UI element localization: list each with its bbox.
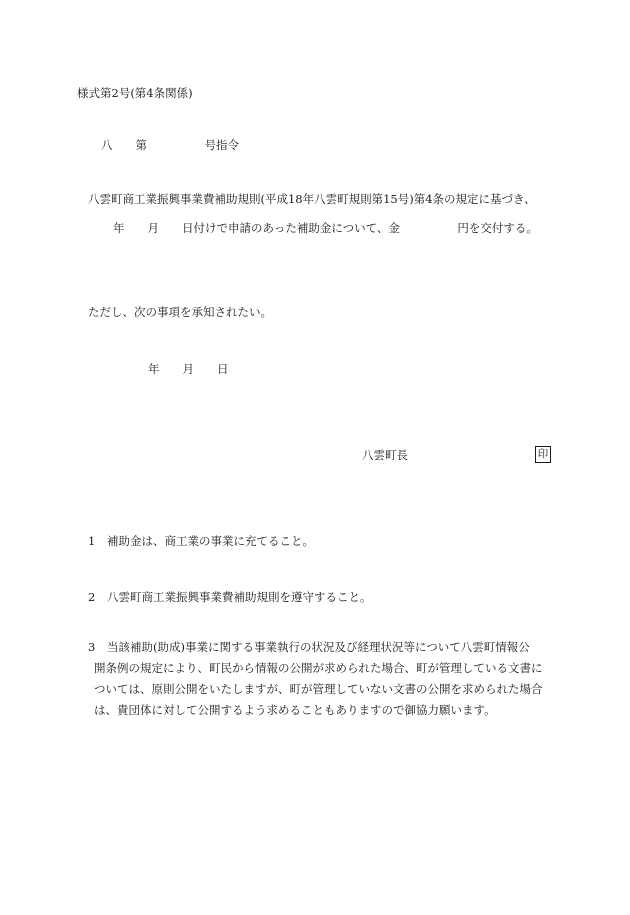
condition-text: 補助金は、商工業の事業に充てること。	[107, 534, 314, 548]
decision-line-1: 八雲町商工業振興事業費補助規則(平成18年八雲町規則第15号)第4条の規定に基づき、	[88, 192, 536, 206]
proviso: ただし、次の事項を承知されたい。	[88, 305, 272, 319]
date-line: 年 月 日	[148, 362, 229, 376]
issuer: 八雲町長	[362, 448, 408, 462]
decision-line-2: 年 月 日付けで申請のあった補助金について、金 円を交付する。	[113, 221, 538, 235]
condition-text-line: 開条例の規定により、町民から情報の公開が求められた場合、町が管理している文書に	[94, 661, 543, 675]
order-number: 八 第 号指令	[101, 138, 239, 152]
condition-number: 1	[88, 534, 96, 548]
condition-number: 2	[88, 590, 96, 604]
form-number: 様式第2号(第4条関係)	[77, 86, 193, 100]
seal-mark: 印	[535, 446, 551, 463]
condition-number: 3	[88, 640, 96, 654]
condition-text: 八雲町商工業振興事業費補助規則を遵守すること。	[107, 590, 372, 604]
condition-text-line: ついては、原則公開をいたしますが、町が管理していない文書の公開を求められた場合	[94, 682, 543, 696]
condition-text-line: 当該補助(助成)事業に関する事業執行の状況及び経理状況等について八雲町情報公	[107, 640, 530, 654]
condition-text-line: は、貴団体に対して公開するよう求めることもありますので御協力願います。	[94, 703, 496, 717]
